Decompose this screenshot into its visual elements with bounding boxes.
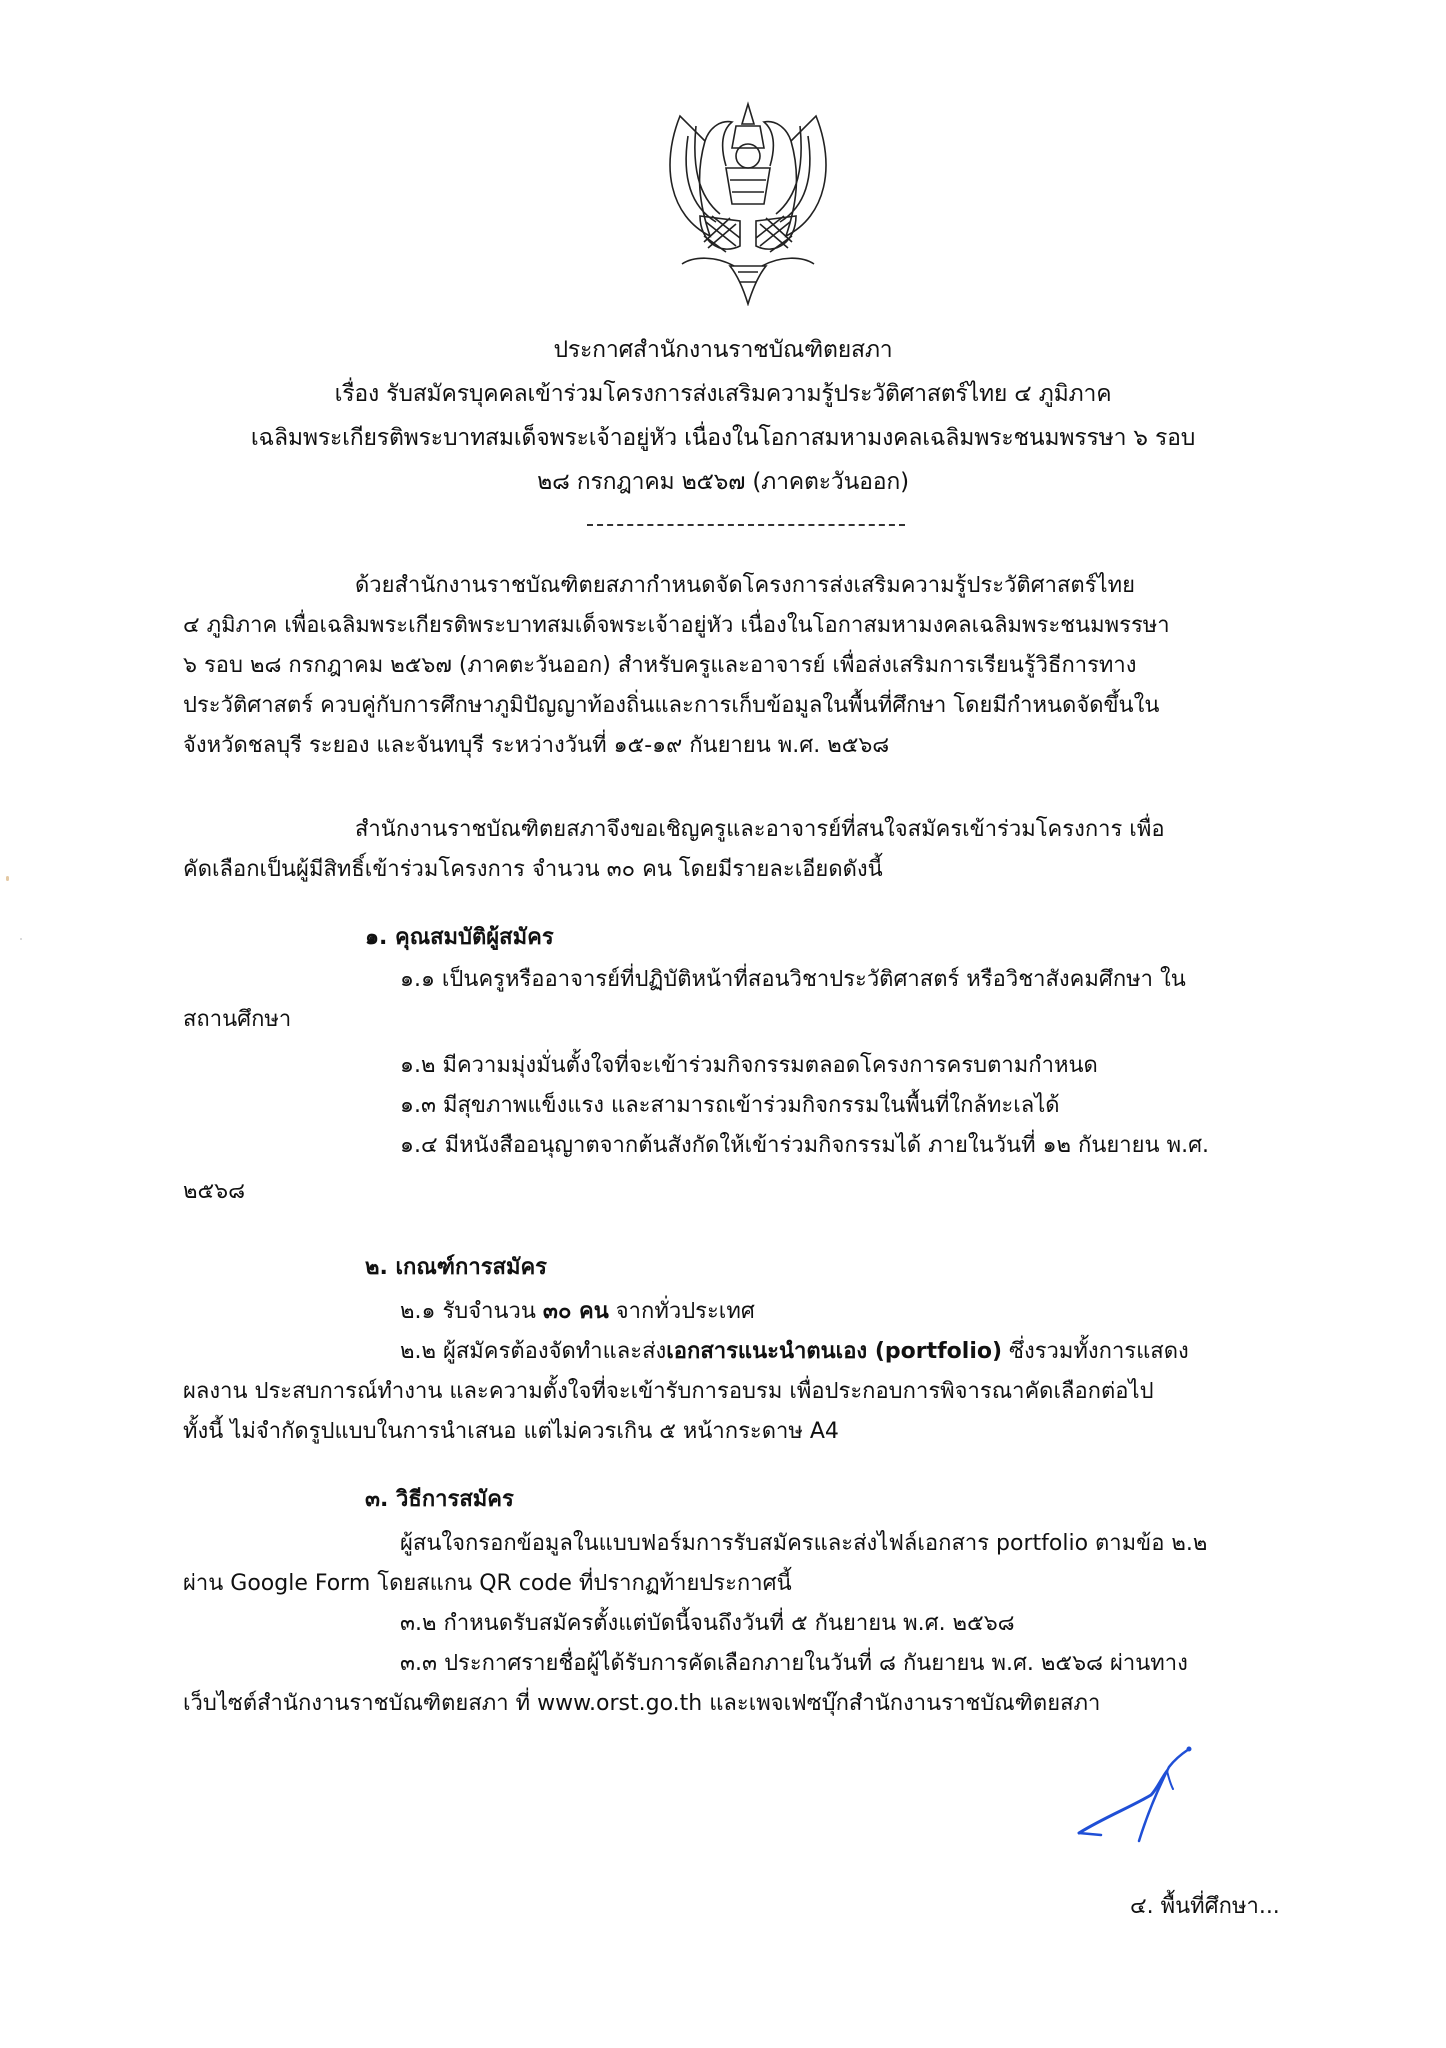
section-heading-application-method: ๓. วิธีการสมัคร [365,1487,514,1512]
section-qualifications-items [183,960,1310,1212]
list-item: ผู้สนใจกรอกข้อมูลในแบบฟอร์มการรับสมัครและส่งไฟล์เอกสาร portfolio ตามข้อ ๒.๒ [400,1531,1208,1556]
item-emphasis: ๓๐ คน [542,1299,609,1324]
scan-speck [6,876,9,881]
subject-line-3: ๒๘ กรกฎาคม ๒๕๖๗ (ภาคตะวันออก) [537,469,909,495]
garuda-emblem-icon [660,96,836,306]
issuer-title: ประกาศสำนักงานราชบัณฑิตยสภา [553,337,893,363]
list-item-continuation: ทั้งนี้ ไม่จำกัดรูปแบบในการนำเสนอ แต่ไม่ควรเกิน ๕ หน้ากระดาษ A4 [183,1419,839,1444]
item-prefix: ๒.๑ รับจำนวน [400,1299,543,1324]
invitation-line: คัดเลือกเป็นผู้มีสิทธิ์เข้าร่วมโครงการ จำนวน ๓๐ คน โดยมีรายละเอียดดังนี้ [183,857,883,882]
continuation-marker: ๔. พื้นที่ศึกษา... [1130,1894,1280,1919]
list-item: ๓.๓ ประกาศรายชื่อผู้ได้รับการคัดเลือกภายในวันที่ ๘ กันยายน พ.ศ. ๒๕๖๘ ผ่านทาง [400,1651,1188,1676]
list-item-continuation: สถานศึกษา [183,1007,292,1032]
section-application-items [183,1524,1310,1724]
announcement-header [150,328,1296,504]
item-prefix: ๒.๒ ผู้สมัครต้องจัดทำและส่ง [400,1339,667,1364]
section-heading-criteria: ๒. เกณฑ์การสมัคร [365,1255,547,1280]
list-item [183,1332,1310,1372]
list-item-continuation: เว็บไซต์สำนักงานราชบัณฑิตยสภา ที่ www.orst.go.th และเพจเฟซบุ๊กสำนักงานราชบัณฑิตยสภา [183,1691,1101,1716]
intro-paragraph [183,566,1310,766]
item-suffix: ซึ่งรวมทั้งการแสดง [1002,1339,1189,1364]
list-item: ๑.๒ มีความมุ่งมั่นตั้งใจที่จะเข้าร่วมกิจกรรมตลอดโครงการครบตามกำหนด [400,1053,1098,1078]
item-suffix: จากทั่วประเทศ [608,1299,755,1324]
list-item [183,1292,1310,1332]
section-criteria-items [183,1292,1310,1452]
list-item-continuation: ๒๕๖๘ [183,1179,246,1204]
intro-line: ประวัติศาสตร์ ควบคู่กับการศึกษาภูมิปัญญาท้องถิ่นและการเก็บข้อมูลในพื้นที่ศึกษา โดยมีกำหนดจัดขึ้นใน [183,693,1160,718]
intro-line: ๖ รอบ ๒๘ กรกฎาคม ๒๕๖๗ (ภาคตะวันออก) สำหรับครูและอาจารย์ เพื่อส่งเสริมการเรียนรู้วิธีการทาง [183,653,1137,678]
item-emphasis: เอกสารแนะนำตนเอง (portfolio) [666,1339,1003,1364]
subject-line-1: เรื่อง รับสมัครบุคคลเข้าร่วมโครงการส่งเสริมความรู้ประวัติศาสตร์ไทย ๔ ภูมิภาค [334,381,1112,407]
list-item: ๑.๓ มีสุขภาพแข็งแรง และสามารถเข้าร่วมกิจกรรมในพื้นที่ใกล้ทะเลได้ [400,1093,1060,1118]
invitation-paragraph [183,810,1310,890]
scan-speck [20,938,22,940]
header-separator [587,524,905,526]
section-heading-qualifications: ๑. คุณสมบัติผู้สมัคร [365,925,554,950]
list-item: ๑.๔ มีหนังสืออนุญาตจากต้นสังกัดให้เข้าร่วมกิจกรรมได้ ภายในวันที่ ๑๒ กันยายน พ.ศ. [400,1133,1210,1158]
subject-line-2: เฉลิมพระเกียรติพระบาทสมเด็จพระเจ้าอยู่หัว เนื่องในโอกาสมหามงคลเฉลิมพระชนมพรรษา ๖ รอบ [250,425,1196,451]
list-item: ๑.๑ เป็นครูหรืออาจารย์ที่ปฏิบัติหน้าที่สอนวิชาประวัติศาสตร์ หรือวิชาสังคมศึกษา ใน [400,967,1186,992]
list-item-continuation: ผ่าน Google Form โดยสแกน QR code ที่ปรากฏท้ายประกาศนี้ [183,1571,792,1596]
intro-line: จังหวัดชลบุรี ระยอง และจันทบุรี ระหว่างวันที่ ๑๕-๑๙ กันยายน พ.ศ. ๒๕๖๘ [183,733,890,758]
intro-line: ๔ ภูมิภาค เพื่อเฉลิมพระเกียรติพระบาทสมเด็จพระเจ้าอยู่หัว เนื่องในโอกาสมหามงคลเฉลิมพระชนมพรรษา [183,613,1170,638]
invitation-line: สำนักงานราชบัณฑิตยสภาจึงขอเชิญครูและอาจารย์ที่สนใจสมัครเข้าร่วมโครงการ เพื่อ [355,817,1165,842]
signature-icon [1075,1745,1197,1845]
list-item-continuation: ผลงาน ประสบการณ์ทำงาน และความตั้งใจที่จะเข้ารับการอบรม เพื่อประกอบการพิจารณาคัดเลือกต่อไป [183,1379,1154,1404]
intro-line: ด้วยสำนักงานราชบัณฑิตยสภากำหนดจัดโครงการส่งเสริมความรู้ประวัติศาสตร์ไทย [355,573,1135,598]
list-item: ๓.๒ กำหนดรับสมัครตั้งแต่บัดนี้จนถึงวันที่ ๕ กันยายน พ.ศ. ๒๕๖๘ [400,1611,1015,1636]
